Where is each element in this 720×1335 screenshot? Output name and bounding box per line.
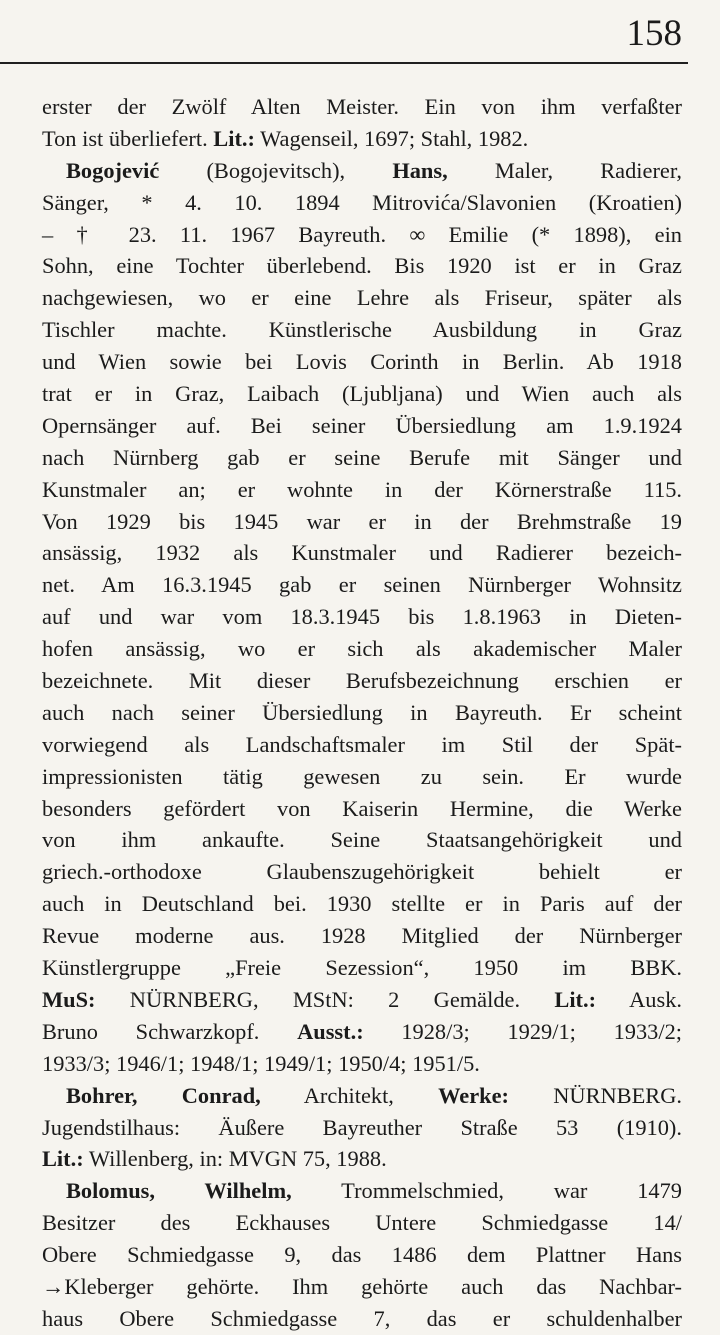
text-line (42, 729, 682, 761)
text-segment: ansässig, 1932 als Kunstmaler und Radierer bezeich- (42, 540, 682, 566)
bold-term: Lit.: (213, 125, 255, 151)
text-line (42, 920, 682, 952)
text-segment: auch in Deutschland bei. 1930 stellte er in Paris auf der (42, 891, 682, 917)
text-segment: Trommelschmied, war 1479 (291, 1178, 682, 1204)
text-segment: Revue moderne aus. 1928 Mitglied der Nürnberger (42, 923, 682, 949)
text-line (42, 1143, 682, 1175)
text-segment: haus Obere Schmiedgasse 7, das er schuldenhalber (42, 1305, 682, 1331)
text-segment: Kunstmaler an; er wohnte in der Körnerstraße 115. (42, 476, 682, 502)
text-line (42, 888, 682, 920)
text-segment: trat er in Graz, Laibach (Ljubljana) und Wien auch als (42, 381, 682, 407)
text-line (42, 665, 682, 697)
text-segment: (Bogojevitsch), (159, 157, 393, 183)
bold-term: Ausst.: (297, 1018, 364, 1044)
text-line (42, 410, 682, 442)
text-line (42, 793, 682, 825)
text-line (42, 1016, 682, 1048)
text-line (42, 1080, 682, 1112)
text-line (42, 219, 682, 251)
text-segment: vorwiegend als Landschaftsmaler im Stil der Spät- (42, 731, 682, 757)
text-line (42, 378, 682, 410)
text-line (42, 91, 682, 123)
text-segment: – † 23. 11. 1967 Bayreuth. ∞ Emilie (* 1898), ein (42, 221, 682, 247)
text-segment: 1928/3; 1929/1; 1933/2; (363, 1018, 682, 1044)
text-line (42, 1271, 682, 1303)
text-line (42, 250, 682, 282)
text-line (42, 506, 682, 538)
text-segment: Obere Schmiedgasse 9, das 1486 dem Plattner Hans (42, 1242, 682, 1268)
text-segment: Sohn, eine Tochter überlebend. Bis 1920 ist er in Graz (42, 253, 682, 279)
text-line (42, 1048, 682, 1080)
text-segment: auf und war vom 18.3.1945 bis 1.8.1963 in Dieten- (42, 604, 682, 630)
text-segment: Von 1929 bis 1945 war er in der Brehmstraße 19 (42, 508, 682, 534)
text-segment: Ausk. (596, 986, 683, 1012)
text-line (42, 123, 682, 155)
text-line (42, 952, 682, 984)
text-segment: Maler, Radierer, (447, 157, 682, 183)
text-segment: Künstlergruppe „Freie Sezession“, 1950 im BBK. (42, 955, 682, 981)
text-segment: impressionisten tätig gewesen zu sein. Er wurde (42, 763, 682, 789)
bold-term: Werke: (438, 1082, 510, 1108)
text-line (42, 1303, 682, 1335)
text-line (42, 984, 682, 1016)
text-line (42, 633, 682, 665)
text-line (42, 187, 682, 219)
text-segment: Architekt, (260, 1082, 439, 1108)
text-line (42, 474, 682, 506)
text-segment: →Kleberger gehörte. Ihm gehörte auch das Nachbar- (42, 1273, 682, 1299)
text-line (42, 1239, 682, 1271)
text-line (42, 856, 682, 888)
text-segment: erster der Zwölf Alten Meister. Ein von ihm verfaßter (42, 94, 682, 119)
text-segment: Opernsänger auf. Bei seiner Übersiedlung am 1.9.1924 (42, 412, 682, 438)
text-segment: griech.-orthodoxe Glaubenszugehörigkeit behielt er (42, 859, 682, 885)
text-segment: Willenberg, in: MVGN 75, 1988. (83, 1146, 387, 1172)
text-line (42, 569, 682, 601)
text-segment: nachgewiesen, wo er eine Lehre als Friseur, später als (42, 285, 682, 311)
text-segment: Sänger, * 4. 10. 1894 Mitrovića/Slavonien (Kroatien) (42, 189, 682, 215)
text-line (42, 1112, 682, 1144)
text-segment: besonders gefördert von Kaiserin Hermine, die Werke (42, 795, 682, 821)
text-segment: hofen ansässig, wo er sich als akademischer Maler (42, 636, 682, 662)
text-line (42, 697, 682, 729)
text-segment: Tischler machte. Künstlerische Ausbildung in Graz (42, 317, 682, 343)
text-line (42, 282, 682, 314)
text-segment: 1933/3; 1946/1; 1948/1; 1949/1; 1950/4; 1951/5. (42, 1050, 480, 1076)
bold-term: Bogojević (66, 157, 160, 183)
text-segment: net. Am 16.3.1945 gab er seinen Nürnberger Wohnsitz (42, 572, 682, 598)
text-line (42, 761, 682, 793)
text-segment: Besitzer des Eckhauses Untere Schmiedgasse 14/ (42, 1210, 682, 1236)
text-segment: Wagenseil, 1697; Stahl, 1982. (254, 125, 529, 151)
bold-term: Lit.: (42, 1146, 84, 1172)
text-segment: von ihm ankaufte. Seine Staatsangehörigkeit und (42, 827, 682, 853)
text-line (42, 601, 682, 633)
bold-term: MuS: (42, 986, 96, 1012)
text-line (42, 1175, 682, 1207)
bold-term: Bolomus, Wilhelm, (66, 1178, 292, 1204)
text-segment: Jugendstilhaus: Äußere Bayreuther Straße 53 (1910). (42, 1114, 682, 1140)
text-line (42, 537, 682, 569)
text-line (42, 824, 682, 856)
text-segment: NÜRNBERG. (509, 1082, 682, 1108)
bold-term: Hans, (392, 157, 448, 183)
page-number: 158 (626, 13, 682, 54)
bold-term: Lit.: (554, 986, 597, 1012)
text-line (42, 442, 682, 474)
text-segment: nach Nürnberg gab er seine Berufe mit Sänger und (42, 444, 682, 470)
text-line (42, 1207, 682, 1239)
text-segment: auch nach seiner Übersiedlung in Bayreuth. Er scheint (42, 699, 682, 725)
text-segment: Ton ist überliefert. (42, 125, 214, 151)
body-text (42, 91, 682, 1335)
text-segment: und Wien sowie bei Lovis Corinth in Berlin. Ab 1918 (42, 349, 682, 375)
bold-term: Bohrer, Conrad, (66, 1082, 261, 1108)
header-rule (0, 62, 688, 64)
text-segment: NÜRNBERG, MStN: 2 Gemälde. (95, 986, 555, 1012)
text-line (42, 346, 682, 378)
text-segment: bezeichnete. Mit dieser Berufsbezeichnung erschien er (42, 668, 682, 694)
text-line (42, 314, 682, 346)
text-segment: Bruno Schwarzkopf. (42, 1018, 298, 1044)
text-line (42, 155, 682, 187)
